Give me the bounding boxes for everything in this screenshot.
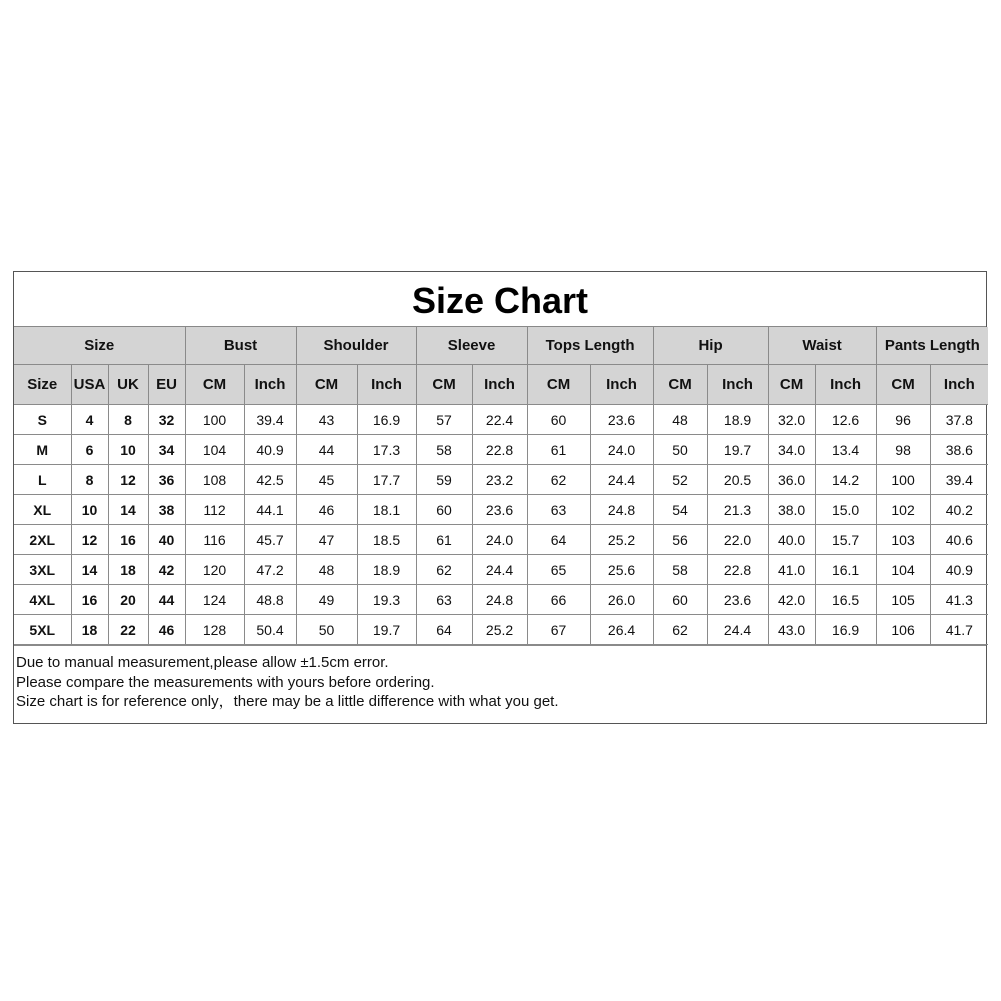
table-cell: 4XL (14, 585, 71, 615)
table-cell: 24.8 (590, 495, 653, 525)
table-cell: 16 (108, 525, 148, 555)
sub-header-row (14, 365, 988, 405)
table-cell: 41.7 (930, 615, 988, 645)
table-cell: 128 (185, 615, 244, 645)
table-cell: 21.3 (707, 495, 768, 525)
table-cell: 106 (876, 615, 930, 645)
column-header: Inch (472, 365, 527, 405)
table-cell: 13.4 (815, 435, 876, 465)
table-row (14, 405, 988, 435)
column-header: CM (185, 365, 244, 405)
table-cell: 14 (71, 555, 108, 585)
table-cell: 18 (71, 615, 108, 645)
group-header-sleeve: Sleeve (416, 327, 527, 365)
table-cell: 64 (416, 615, 472, 645)
note-line: Due to manual measurement,please allow ±1.5cm error. (16, 654, 389, 671)
table-cell: 54 (653, 495, 707, 525)
column-header: CM (416, 365, 472, 405)
table-cell: 42 (148, 555, 185, 585)
table-cell: 46 (296, 495, 357, 525)
table-cell: 40.0 (768, 525, 815, 555)
table-cell: 46 (148, 615, 185, 645)
column-header: Inch (244, 365, 296, 405)
table-cell: 67 (527, 615, 590, 645)
table-cell: 8 (108, 405, 148, 435)
table-cell: 105 (876, 585, 930, 615)
group-header-hip: Hip (653, 327, 768, 365)
table-cell: 112 (185, 495, 244, 525)
table-cell: 124 (185, 585, 244, 615)
table-cell: 19.7 (357, 615, 416, 645)
group-header-size: Size (14, 327, 185, 365)
table-cell: 39.4 (244, 405, 296, 435)
table-cell: 100 (876, 465, 930, 495)
table-cell: 32 (148, 405, 185, 435)
table-cell: 62 (416, 555, 472, 585)
notes (14, 645, 986, 723)
table-cell: 18.1 (357, 495, 416, 525)
table-cell: 2XL (14, 525, 71, 555)
table-cell: 62 (653, 615, 707, 645)
table-row (14, 465, 988, 495)
column-header: Inch (707, 365, 768, 405)
table-cell: 62 (527, 465, 590, 495)
table-cell: 16.9 (815, 615, 876, 645)
table-cell: 120 (185, 555, 244, 585)
table-cell: 50 (653, 435, 707, 465)
table-cell: 22.8 (707, 555, 768, 585)
table-cell: 5XL (14, 615, 71, 645)
column-header: Inch (590, 365, 653, 405)
table-cell: 22 (108, 615, 148, 645)
table-cell: 15.7 (815, 525, 876, 555)
table-cell: 24.4 (707, 615, 768, 645)
table-cell: 24.0 (590, 435, 653, 465)
column-header: UK (108, 365, 148, 405)
table-cell: 40 (148, 525, 185, 555)
column-header: CM (527, 365, 590, 405)
table-cell: 20.5 (707, 465, 768, 495)
group-header-row (14, 327, 988, 365)
table-cell: 57 (416, 405, 472, 435)
table-cell: 16.9 (357, 405, 416, 435)
table-cell: 23.6 (707, 585, 768, 615)
table-cell: 48 (296, 555, 357, 585)
table-cell: 18.9 (707, 405, 768, 435)
table-cell: 3XL (14, 555, 71, 585)
table-cell: M (14, 435, 71, 465)
table-cell: 59 (416, 465, 472, 495)
table-cell: 43.0 (768, 615, 815, 645)
table-cell: 38.0 (768, 495, 815, 525)
table-cell: 12 (108, 465, 148, 495)
table-row (14, 525, 988, 555)
table-cell: 14.2 (815, 465, 876, 495)
table-cell: 44 (148, 585, 185, 615)
table-row (14, 615, 988, 645)
note-line: Size chart is for reference only，there may be a little difference with what you get. (16, 693, 559, 710)
table-cell: 60 (653, 585, 707, 615)
table-cell: 37.8 (930, 405, 988, 435)
table-cell: 18 (108, 555, 148, 585)
table-cell: 45.7 (244, 525, 296, 555)
table-cell: 26.0 (590, 585, 653, 615)
table-cell: 17.3 (357, 435, 416, 465)
table-cell: 16 (71, 585, 108, 615)
table-cell: 12.6 (815, 405, 876, 435)
column-header: CM (876, 365, 930, 405)
table-cell: 18.9 (357, 555, 416, 585)
table-cell: 24.4 (590, 465, 653, 495)
table-row (14, 555, 988, 585)
table-cell: 104 (185, 435, 244, 465)
table-cell: 40.9 (244, 435, 296, 465)
table-cell: 32.0 (768, 405, 815, 435)
size-chart (13, 271, 987, 724)
table-cell: 16.5 (815, 585, 876, 615)
column-header: Inch (930, 365, 988, 405)
table-cell: 12 (71, 525, 108, 555)
table-cell: 26.4 (590, 615, 653, 645)
table-body (14, 405, 988, 645)
table-cell: 58 (653, 555, 707, 585)
table-cell: 10 (108, 435, 148, 465)
table-cell: 44.1 (244, 495, 296, 525)
table-row (14, 495, 988, 525)
table-cell: 116 (185, 525, 244, 555)
column-header: CM (296, 365, 357, 405)
table-row (14, 435, 988, 465)
size-table (14, 327, 988, 645)
column-header: Inch (815, 365, 876, 405)
table-cell: 19.3 (357, 585, 416, 615)
column-header: Inch (357, 365, 416, 405)
table-cell: 23.2 (472, 465, 527, 495)
table-cell: 45 (296, 465, 357, 495)
table-cell: 58 (416, 435, 472, 465)
table-cell: 15.0 (815, 495, 876, 525)
table-row (14, 585, 988, 615)
table-cell: 42.5 (244, 465, 296, 495)
table-cell: 22.4 (472, 405, 527, 435)
table-cell: 66 (527, 585, 590, 615)
table-cell: 25.6 (590, 555, 653, 585)
chart-title: Size Chart (14, 272, 986, 327)
table-cell: 24.0 (472, 525, 527, 555)
table-cell: 10 (71, 495, 108, 525)
table-cell: 48.8 (244, 585, 296, 615)
table-cell: 108 (185, 465, 244, 495)
column-header: CM (768, 365, 815, 405)
column-header: USA (71, 365, 108, 405)
table-cell: 40.9 (930, 555, 988, 585)
note-line: Please compare the measurements with yours before ordering. (16, 673, 435, 691)
table-cell: 4 (71, 405, 108, 435)
table-cell: 39.4 (930, 465, 988, 495)
table-cell: 43 (296, 405, 357, 435)
table-cell: 52 (653, 465, 707, 495)
table-cell: 100 (185, 405, 244, 435)
table-cell: 34.0 (768, 435, 815, 465)
table-cell: S (14, 405, 71, 435)
table-cell: 47 (296, 525, 357, 555)
table-cell: 103 (876, 525, 930, 555)
table-cell: 22.0 (707, 525, 768, 555)
table-cell: 47.2 (244, 555, 296, 585)
table-cell: 22.8 (472, 435, 527, 465)
table-cell: 6 (71, 435, 108, 465)
table-cell: 23.6 (590, 405, 653, 435)
table-cell: 65 (527, 555, 590, 585)
table-cell: 56 (653, 525, 707, 555)
table-cell: 64 (527, 525, 590, 555)
table-cell: 19.7 (707, 435, 768, 465)
table-cell: 38.6 (930, 435, 988, 465)
table-cell: 44 (296, 435, 357, 465)
table-cell: 60 (527, 405, 590, 435)
column-header: CM (653, 365, 707, 405)
table-cell: 36.0 (768, 465, 815, 495)
table-cell: 61 (416, 525, 472, 555)
table-cell: 17.7 (357, 465, 416, 495)
table-cell: 41.3 (930, 585, 988, 615)
table-cell: 60 (416, 495, 472, 525)
table-cell: 50.4 (244, 615, 296, 645)
table-cell: 63 (416, 585, 472, 615)
table-cell: 50 (296, 615, 357, 645)
table-cell: 61 (527, 435, 590, 465)
group-header-tops-length: Tops Length (527, 327, 653, 365)
table-cell: L (14, 465, 71, 495)
table-cell: 41.0 (768, 555, 815, 585)
column-header: EU (148, 365, 185, 405)
table-cell: 49 (296, 585, 357, 615)
table-cell: 98 (876, 435, 930, 465)
table-cell: 48 (653, 405, 707, 435)
table-cell: 96 (876, 405, 930, 435)
group-header-shoulder: Shoulder (296, 327, 416, 365)
table-cell: 102 (876, 495, 930, 525)
table-cell: 24.4 (472, 555, 527, 585)
table-cell: 34 (148, 435, 185, 465)
table-cell: 16.1 (815, 555, 876, 585)
table-cell: 18.5 (357, 525, 416, 555)
group-header-pants-length: Pants Length (876, 327, 988, 365)
table-cell: XL (14, 495, 71, 525)
group-header-waist: Waist (768, 327, 876, 365)
table-cell: 63 (527, 495, 590, 525)
table-cell: 40.6 (930, 525, 988, 555)
table-cell: 36 (148, 465, 185, 495)
table-cell: 20 (108, 585, 148, 615)
table-cell: 40.2 (930, 495, 988, 525)
table-cell: 38 (148, 495, 185, 525)
table-cell: 42.0 (768, 585, 815, 615)
table-cell: 25.2 (590, 525, 653, 555)
table-cell: 14 (108, 495, 148, 525)
group-header-bust: Bust (185, 327, 296, 365)
column-header: Size (14, 365, 71, 405)
table-cell: 23.6 (472, 495, 527, 525)
table-cell: 104 (876, 555, 930, 585)
table-cell: 8 (71, 465, 108, 495)
table-cell: 25.2 (472, 615, 527, 645)
table-cell: 24.8 (472, 585, 527, 615)
